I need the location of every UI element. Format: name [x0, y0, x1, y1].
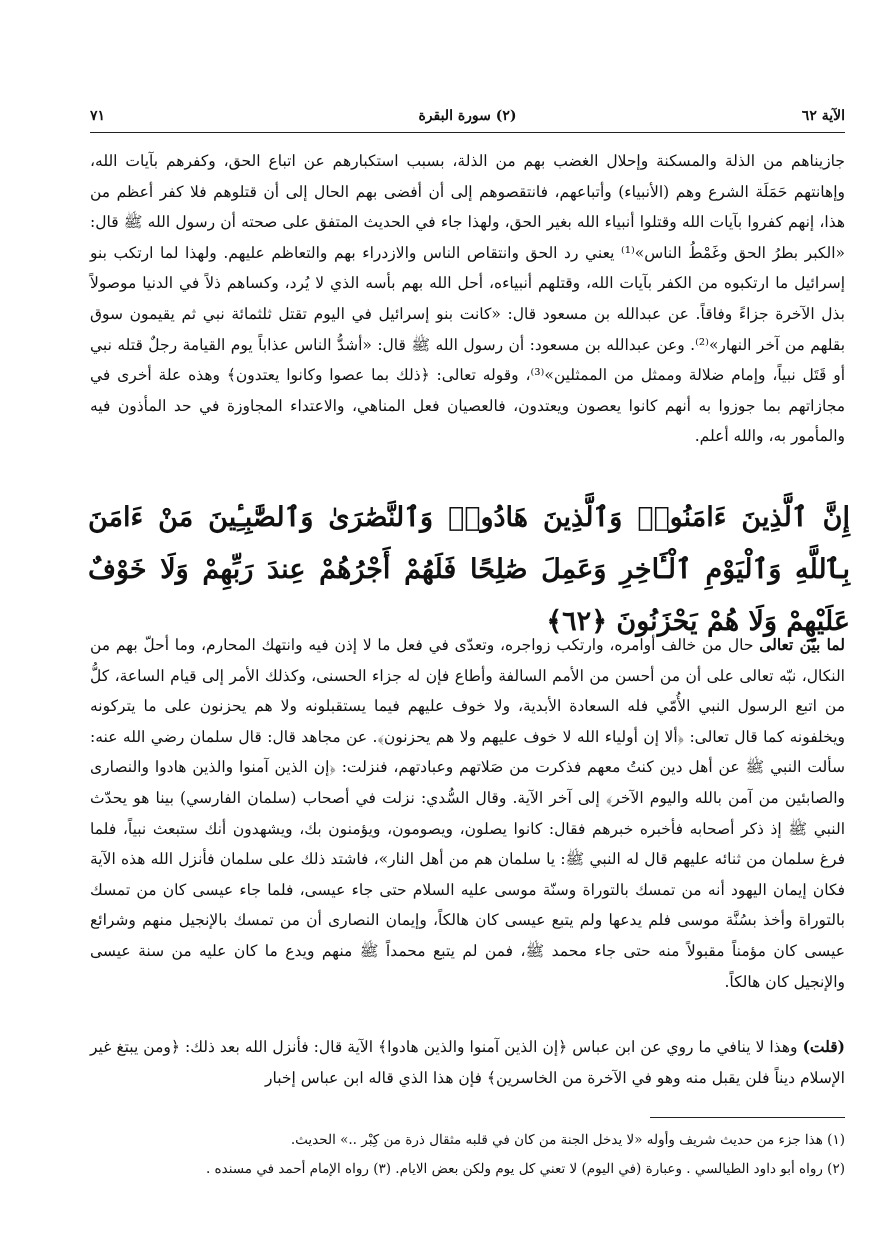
footnote: (١) هذا جزء من حديث شريف وأوله «لا يدخل الجنة من كان في قلبه مثقال ذرة من كِبْر ..» الحديث. — [290, 1132, 845, 1148]
commentary-paragraph-2 — [90, 630, 845, 997]
paragraph-lead: (قلت) — [802, 1037, 845, 1056]
page-number: ٧١ — [90, 108, 106, 124]
footnote: (٢) رواه أبو داود الطيالسي . وعبارة (في اليوم) لا تعني كل يوم ولكن بعض الايام. (٣) رواه الإمام أحمد في مسنده . — [205, 1161, 845, 1177]
quran-verse: إِنَّ ٱلَّذِينَ ءَامَنُوا۟ وَٱلَّذِينَ هَادُوا۟ وَٱلنَّصَٰرَىٰ وَٱلصَّٰبِـِٔينَ مَنْ ءَامَنَ بِٱللَّهِ وَٱلْيَوْمِ ٱلْـَٔاخِرِ وَعَمِلَ صَٰلِحًا فَلَهُمْ أَجْرُهُمْ عِندَ رَبِّهِمْ وَلَا خَوْفٌ عَلَيْهِمْ وَلَا هُمْ يَحْزَنُونَ ﴿٦٢﴾ — [88, 502, 850, 637]
page-header — [90, 106, 845, 133]
verse-reference: الآية ٦٢ — [801, 108, 845, 124]
surah-title: (٢) سورة البقرة — [418, 108, 517, 124]
footnote-divider — [650, 1117, 845, 1118]
footnotes — [90, 1126, 845, 1184]
commentary-paragraph-3 — [90, 1032, 845, 1093]
paragraph-lead: لما بيّن تعالى — [759, 635, 845, 654]
paragraph-text: حال من خالف أوامره، وارتكب زواجره، وتعدّى في فعل ما لا إذن فيه وانتهك المحارم، وما أحلّ بهم من النكال، نبّه تعالى على أن من أحسن من الأمم السالفة وأطاع فإن له جزاء الحسنى، وكذلك الأمر إلى قيام الساعة، كلُّ من اتبع الرسول النبي الأُمّي فله السعادة الأبدية، ولا خوف عليهم فيما يستقبلونه ولا هم يحزنون على ما يتركونه ويخلفونه كما قال تعالى: ﴿ألا إن أولياء الله لا خوف عليهم ولا هم يحزنون﴾. عن مجاهد قال: قال سلمان رضي الله عنه: سألت النبي ﷺ عن أهل دين كنتُ معهم فذكرت من صَلاتهم وعبادتهم، فنزلت: ﴿إن الذين آمنوا والذين هادوا والنصارى والصابئين من آمن بالله واليوم الآخر﴾ إلى آخر الآية. وقال السُّدي: نزلت في أصحاب (سلمان الفارسي) بينا هو يحدّث النبي ﷺ إذ ذكر أصحابه فأخبره خبرهم فقال: كانوا يصلون، ويصومون، ويؤمنون بك، ويشهدون أنك ستبعث نبياً، فلما فرغ سلمان من ثنائه عليهم قال له النبي ﷺ: يا سلمان هم من أهل النار»، فاشتد ذلك على سلمان فأنزل الله هذه الآية فكان إيمان اليهود أنه من تمسك بالتوراة وسنّة موسى عليه السلام حتى جاء عيسى، فلما جاء عيسى كان من تمسك بالتوراة وأخذ بسُنَّة موسى فلم يدعها ولم يتبع عيسى كان هالكاً، وإيمان النصارى أن من تمسك بالإنجيل منهم وشرائع عيسى كان مؤمناً مقبولاً منه حتى جاء محمد ﷺ، فمن لم يتبع محمداً ﷺ منهم ويدع ما كان عليه من سنة عيسى والإنجيل كان هالكاً. — [90, 636, 845, 991]
commentary-paragraph-1: جازيناهم من الذلة والمسكنة وإحلال الغضب بهم من الذلة، بسبب استكبارهم عن اتباع الحق، وكفرهم بآيات الله، وإهانتهم حَمَلَة الشرع وهم (الأنبياء) وأتباعهم، فانتقصوهم إلى أن أفضى بهم الحال إلى أن قتلوهم فلا كفر أعظم من هذا، إنهم كفروا بآيات الله وقتلوا أنبياء الله بغير الحق، ولهذا جاء في الحديث المتفق على صحته أن رسول الله ﷺ قال: «الكبر بطرُ الحق وغَمْطُ الناس»⁽¹⁾ يعني رد الحق وانتقاص الناس والازدراء بهم والتعاظم عليهم. ولهذا لما ارتكب بنو إسرائيل ما ارتكبوه من الكفر بآيات الله، وقتلهم أنبياءه، أحل الله بهم بأسه الذي لا يُرد، وكساهم ذلاً في الدنيا موصولاً بذل الآخرة جزاءً وفاقاً. عن عبدالله بن مسعود قال: «كانت بنو إسرائيل في اليوم تقتل ثلثمائة نبي ثم يقيمون سوق بقلهم من آخر النهار»⁽²⁾. وعن عبدالله بن مسعود: أن رسول الله ﷺ قال: «أشدُّ الناس عذاباً يوم القيامة رجلٌ قتله نبي أو قَتَل نبياً، وإمام ضلالة وممثل من الممثلين»⁽³⁾، وقوله تعالى: ﴿ذلك بما عصوا وكانوا يعتدون﴾ وهذه علة أخرى في مجازاتهم بما جوزوا به أنهم كانوا يعصون ويعتدون، فالعصيان فعل المناهي، والاعتداء المجاوزة في حد المأذون فيه والمأمور به، والله أعلم. — [90, 152, 846, 446]
paragraph-text: وهذا لا ينافي ما روي عن ابن عباس ﴿إن الذين آمنوا والذين هادوا﴾ الآية قال: فأنزل الله بعد ذلك: ﴿ومن يبتغ غير الإسلام ديناً فلن يقبل منه وهو في الآخرة من الخاسرين﴾ فإن هذا الذي قاله ابن عباس إخبار — [90, 1038, 845, 1087]
